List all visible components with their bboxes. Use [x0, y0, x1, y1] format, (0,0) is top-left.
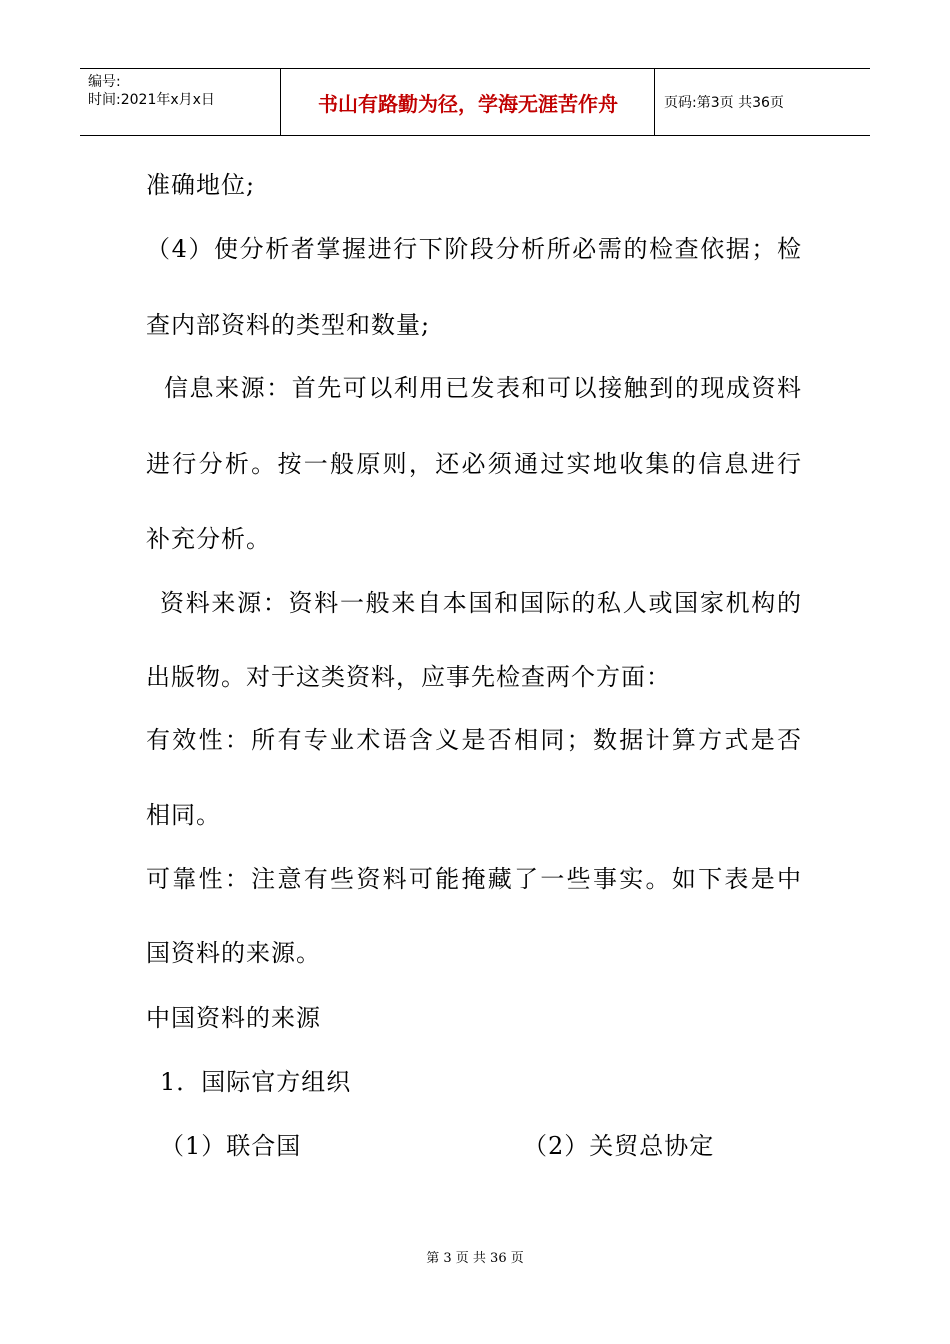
paragraph-line: 查内部资料的类型和数量; [146, 311, 431, 339]
paragraph-line: 资料来源：资料一般来自本国和国际的私人或国家机构的 [160, 589, 802, 617]
header-divider-left [280, 69, 281, 135]
header-time-label: 时间:2021年x月x日 [88, 92, 215, 108]
page-footer: 第 3 页 共 36 页 [426, 1251, 524, 1266]
list-item: （1）联合国 [160, 1132, 302, 1160]
paragraph-line: 信息来源：首先可以利用已发表和可以接触到的现成资料 [164, 374, 802, 402]
paragraph-line: 国资料的来源。 [146, 939, 321, 967]
paragraph-line: 准确地位; [146, 171, 256, 199]
header-number-label: 编号: [88, 74, 121, 90]
document-header [80, 68, 870, 136]
paragraph-line: 相同。 [146, 801, 221, 829]
list-item: 1．国际官方组织 [160, 1068, 352, 1096]
header-meta [80, 69, 280, 135]
paragraph-line: 进行分析。按一般原则，还必须通过实地收集的信息进行 [146, 450, 802, 478]
paragraph-line: 补充分析。 [146, 525, 271, 553]
section-heading: 中国资料的来源 [146, 1004, 321, 1032]
paragraph-line: 可靠性：注意有些资料可能掩藏了一些事实。如下表是中 [146, 865, 802, 893]
header-motto: 书山有路勤为径，学海无涯苦作舟 [318, 91, 618, 116]
paragraph-line: 有效性：所有专业术语含义是否相同；数据计算方式是否 [146, 726, 802, 754]
header-divider-right [654, 69, 655, 135]
header-page-info: 页码:第3页 共36页 [664, 95, 784, 111]
paragraph-line: 出版物。对于这类资料，应事先检查两个方面： [146, 663, 671, 691]
list-item: （2）关贸总协定 [523, 1132, 715, 1160]
paragraph-line: （4）使分析者掌握进行下阶段分析所必需的检查依据；检 [146, 235, 802, 263]
